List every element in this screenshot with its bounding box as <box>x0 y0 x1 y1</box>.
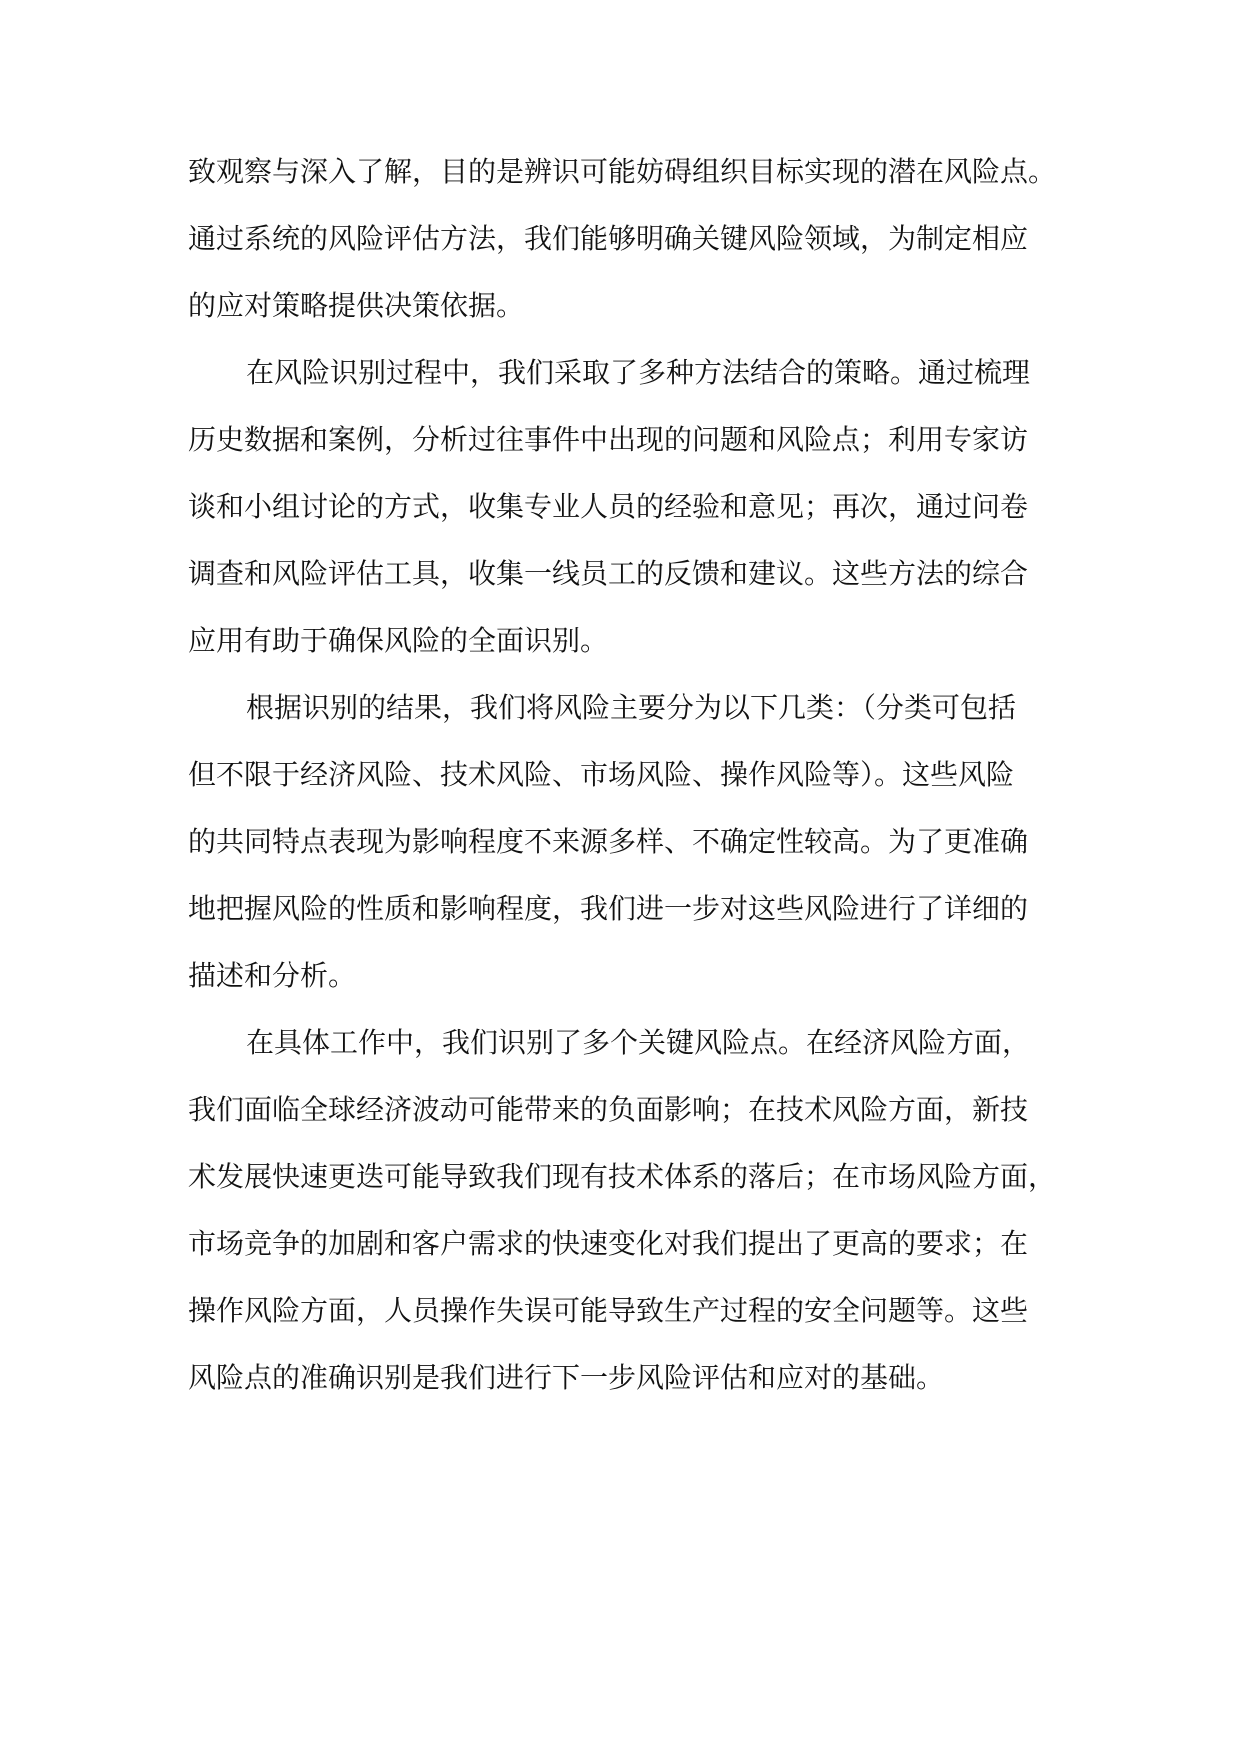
paragraph-first-line: 在风险识别过程中，我们采取了多种方法结合的策略。通过梳理 <box>246 356 1031 389</box>
text-line: 操作风险方面，人员操作失误可能导致生产过程的安全问题等。这些 <box>188 1294 1029 1327</box>
text-line: 致观察与深入了解，目的是辨识可能妨碍组织目标实现的潜在风险点。 <box>188 155 1057 188</box>
text-line: 通过系统的风险评估方法，我们能够明确关键风险领域，为制定相应 <box>188 222 1029 255</box>
text-line: 应用有助于确保风险的全面识别。 <box>188 624 609 657</box>
paragraph-first-line: 根据识别的结果，我们将风险主要分为以下几类：（分类可包括 <box>246 691 1017 724</box>
paragraph-first-line: 在具体工作中，我们识别了多个关键风险点。在经济风险方面， <box>246 1026 1031 1059</box>
text-line: 市场竞争的加剧和客户需求的快速变化对我们提出了更高的要求；在 <box>188 1227 1029 1260</box>
text-line: 的共同特点表现为影响程度不来源多样、不确定性较高。为了更准确 <box>188 825 1029 858</box>
text-line: 谈和小组讨论的方式，收集专业人员的经验和意见；再次，通过问卷 <box>188 490 1029 523</box>
text-line: 的应对策略提供决策依据。 <box>188 289 525 322</box>
text-line: 历史数据和案例，分析过往事件中出现的问题和风险点；利用专家访 <box>188 423 1029 456</box>
text-line: 调查和风险评估工具，收集一线员工的反馈和建议。这些方法的综合 <box>188 557 1029 590</box>
text-line: 我们面临全球经济波动可能带来的负面影响；在技术风险方面，新技 <box>188 1093 1029 1126</box>
text-line: 术发展快速更迭可能导致我们现有技术体系的落后；在市场风险方面， <box>188 1160 1057 1193</box>
body-text <box>188 138 1068 1411</box>
text-line: 描述和分析。 <box>188 959 357 992</box>
text-line: 地把握风险的性质和影响程度，我们进一步对这些风险进行了详细的 <box>188 892 1029 925</box>
text-line: 但不限于经济风险、技术风险、市场风险、操作风险等）。这些风险 <box>188 758 1015 791</box>
text-line: 风险点的准确识别是我们进行下一步风险评估和应对的基础。 <box>188 1361 945 1394</box>
